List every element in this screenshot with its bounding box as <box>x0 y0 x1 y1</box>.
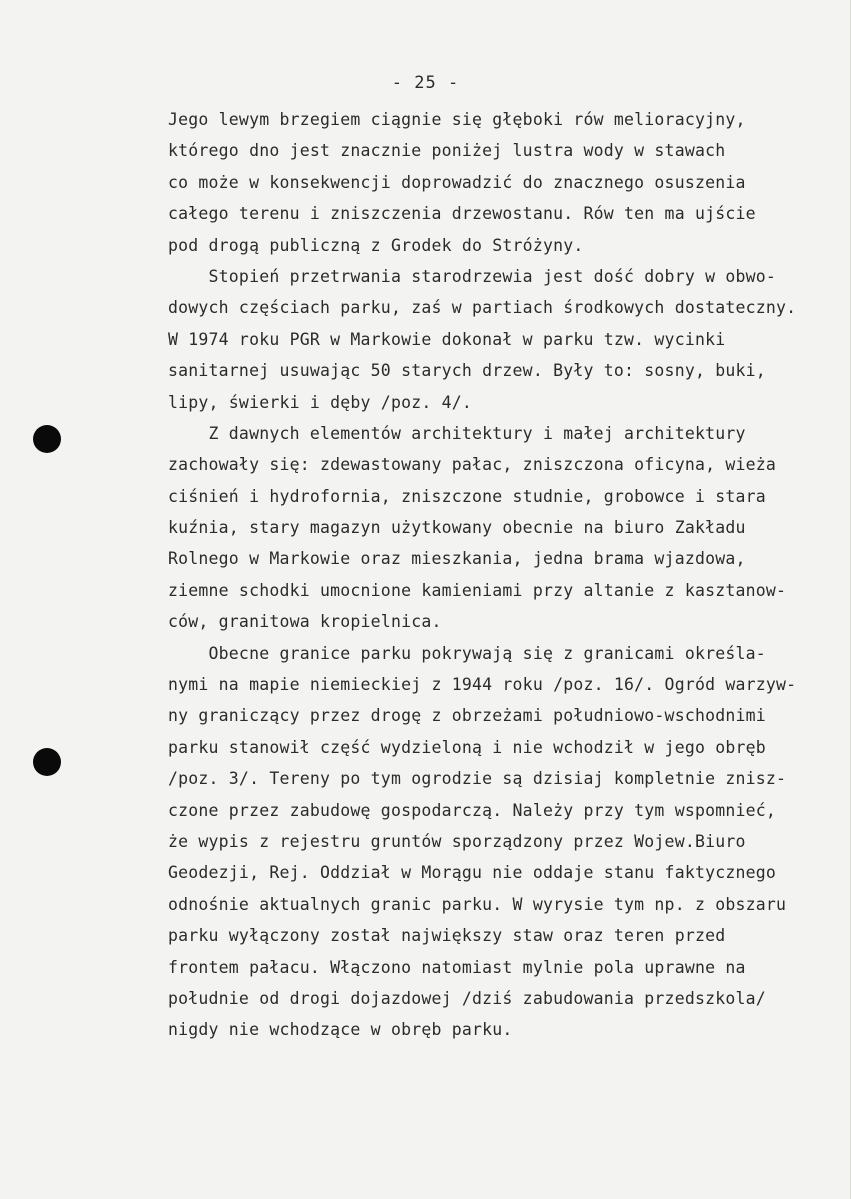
text-line: Stopień przetrwania starodrzewia jest dość dobry w obwo- <box>168 266 777 286</box>
text-line: ziemne schodki umocnione kamieniami przy altanie z kasztanow- <box>168 580 787 600</box>
text-line: parku stanowił część wydzieloną i nie wchodził w jego obręb <box>168 737 766 757</box>
text-line: zachowały się: zdewastowany pałac, zniszczona oficyna, wieża <box>168 455 777 475</box>
text-line: kuźnia, stary magazyn użytkowany obecnie na biuro Zakładu <box>168 518 746 538</box>
text-line: nymi na mapie niemieckiej z 1944 roku /poz. 16/. Ogród warzyw- <box>168 675 797 695</box>
punch-hole <box>33 748 61 776</box>
text-line: dowych częściach parku, zaś w partiach środkowych dostateczny. <box>168 298 797 318</box>
text-line: co może w konsekwencji doprowadzić do znacznego osuszenia <box>168 172 746 192</box>
text-line: ciśnień i hydrofornia, zniszczone studnie, grobowce i stara <box>168 486 766 506</box>
text-line: /poz. 3/. Tereny po tym ogrodzie są dzisiaj kompletnie znisz- <box>168 769 787 789</box>
text-line: południe od drogi dojazdowej /dziś zabudowania przedszkola/ <box>168 988 766 1008</box>
text-line: Z dawnych elementów architektury i małej architektury <box>168 423 746 443</box>
text-line: Rolnego w Markowie oraz mieszkania, jedna brama wjazdowa, <box>168 549 746 569</box>
text-line: że wypis z rejestru gruntów sporządzony przez Wojew.Biuro <box>168 831 746 851</box>
text-line: którego dno jest znacznie poniżej lustra wody w stawach <box>168 141 726 161</box>
text-line: lipy, świerki i dęby /poz. 4/. <box>168 392 473 412</box>
body-text <box>168 104 838 1046</box>
text-line: Jego lewym brzegiem ciągnie się głęboki rów melioracyjny, <box>168 110 746 129</box>
text-line: frontem pałacu. Włączono natomiast mylnie pola uprawne na <box>168 957 746 977</box>
text-line: parku wyłączony został największy staw oraz teren przed <box>168 926 726 946</box>
text-line: odnośnie aktualnych granic parku. W wyrysie tym np. z obszaru <box>168 894 787 914</box>
text-line: nigdy nie wchodzące w obręb parku. <box>168 1020 513 1040</box>
text-line: Geodezji, Rej. Oddział w Morągu nie oddaje stanu faktycznego <box>168 863 777 883</box>
text-line: W 1974 roku PGR w Markowie dokonał w parku tzw. wycinki <box>168 329 726 349</box>
text-line: pod drogą publiczną z Grodek do Stróżyny. <box>168 235 584 255</box>
text-line: całego terenu i zniszczenia drzewostanu. Rów ten ma ujście <box>168 204 756 224</box>
text-line: czone przez zabudowę gospodarczą. Należy przy tym wspomnieć, <box>168 800 777 820</box>
punch-hole <box>33 425 61 453</box>
text-line: sanitarnej usuwając 50 starych drzew. Były to: sosny, buki, <box>168 361 766 381</box>
text-line: ny graniczący przez drogę z obrzeżami południowo-wschodnimi <box>168 706 766 726</box>
text-line: ców, granitowa kropielnica. <box>168 612 442 632</box>
text-line: Obecne granice parku pokrywają się z granicami określa- <box>168 643 766 663</box>
page-number: - 25 - <box>391 73 460 93</box>
